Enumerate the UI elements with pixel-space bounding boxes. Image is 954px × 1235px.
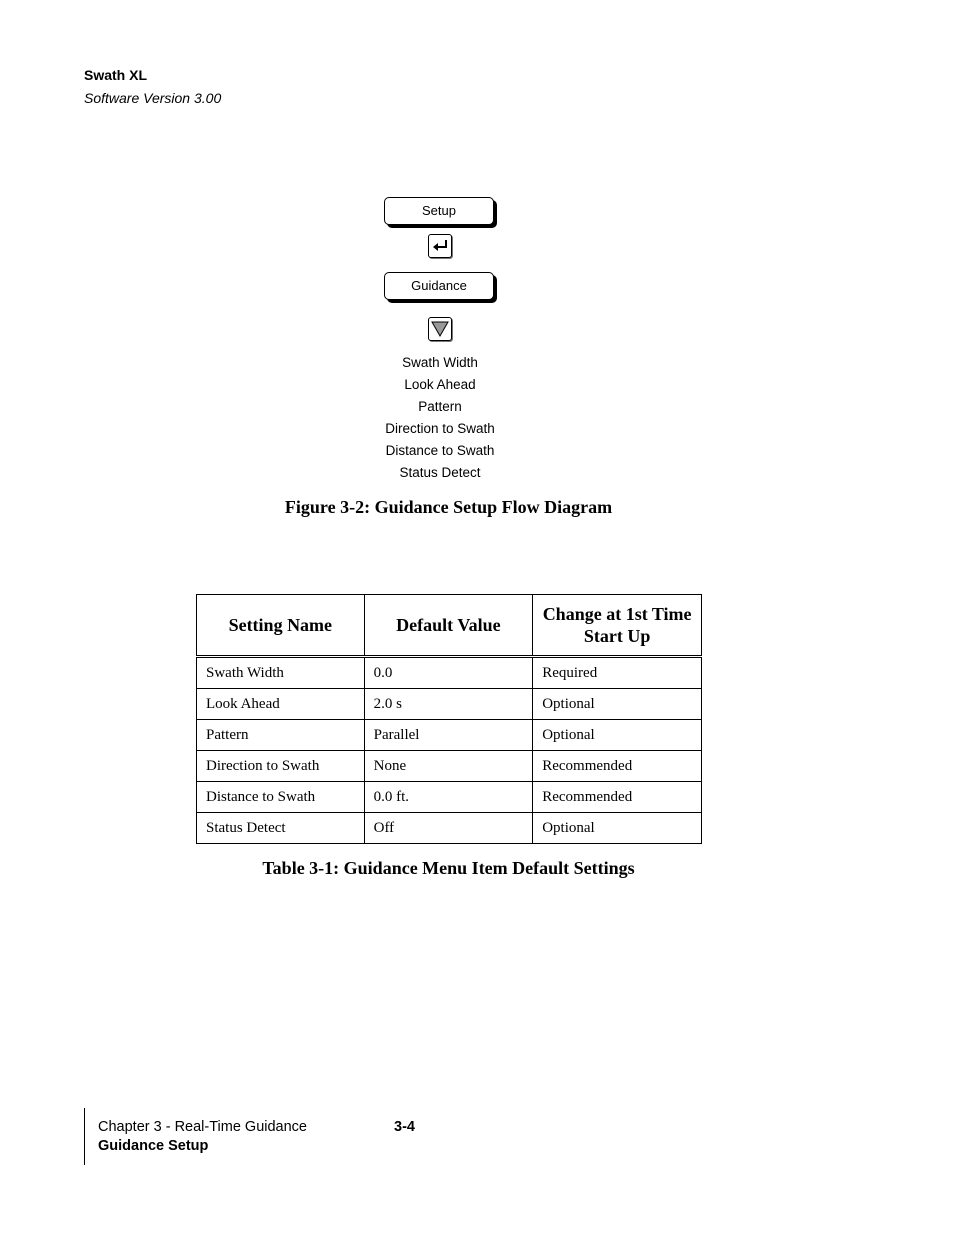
table-cell: Required — [533, 657, 702, 689]
menu-item-swath-width[interactable]: Swath Width — [402, 355, 478, 370]
enter-key-icon[interactable] — [428, 234, 452, 258]
software-version: Software Version 3.00 — [84, 90, 222, 106]
table-cell: Distance to Swath — [197, 782, 365, 813]
table-cell: Recommended — [533, 782, 702, 813]
table-row — [197, 751, 702, 782]
column-header-setting-name: Setting Name — [197, 595, 365, 657]
default-settings-table — [196, 594, 702, 844]
down-arrow-key-icon[interactable] — [428, 317, 452, 341]
page-header — [84, 66, 221, 107]
product-name: Swath XL — [84, 67, 148, 83]
table-caption: Table 3-1: Guidance Menu Item Default Settings — [262, 858, 635, 878]
setup-menu-button[interactable]: Setup — [384, 197, 494, 225]
table-cell: Pattern — [197, 720, 365, 751]
table-cell: 0.0 — [364, 657, 533, 689]
table-cell: Optional — [533, 720, 702, 751]
menu-item-distance-to-swath[interactable]: Distance to Swath — [385, 443, 495, 458]
table-cell: Optional — [533, 689, 702, 720]
figure-caption: Figure 3-2: Guidance Setup Flow Diagram — [284, 497, 613, 517]
table-row — [197, 720, 702, 751]
menu-item-look-ahead[interactable]: Look Ahead — [404, 377, 476, 392]
table-cell: Look Ahead — [197, 689, 365, 720]
column-header-default-value: Default Value — [364, 595, 533, 657]
table-cell: Swath Width — [197, 657, 365, 689]
table-cell: Off — [364, 813, 533, 844]
section-title: Guidance Setup — [98, 1138, 209, 1154]
table-cell: Recommended — [533, 751, 702, 782]
table-cell: Optional — [533, 813, 702, 844]
menu-item-pattern[interactable]: Pattern — [418, 399, 462, 414]
guidance-menu-items — [370, 352, 510, 484]
column-header-change-at-start-up: Change at 1st Time Start Up — [533, 595, 702, 657]
menu-item-direction-to-swath[interactable]: Direction to Swath — [385, 421, 495, 436]
page-number: 3-4 — [394, 1119, 415, 1135]
table-cell: 2.0 s — [364, 689, 533, 720]
table-row — [197, 657, 702, 689]
guidance-menu-button[interactable]: Guidance — [384, 272, 494, 300]
table-row — [197, 689, 702, 720]
page-footer — [98, 1118, 415, 1156]
table-cell: Status Detect — [197, 813, 365, 844]
table-row — [197, 813, 702, 844]
table-header-row — [197, 595, 702, 657]
table-cell: 0.0 ft. — [364, 782, 533, 813]
chapter-title: Chapter 3 - Real-Time Guidance — [98, 1119, 307, 1135]
table-cell: Parallel — [364, 720, 533, 751]
menu-item-status-detect[interactable]: Status Detect — [399, 465, 481, 480]
footer-divider — [84, 1108, 85, 1165]
table-cell: Direction to Swath — [197, 751, 365, 782]
table-cell: None — [364, 751, 533, 782]
table-row — [197, 782, 702, 813]
